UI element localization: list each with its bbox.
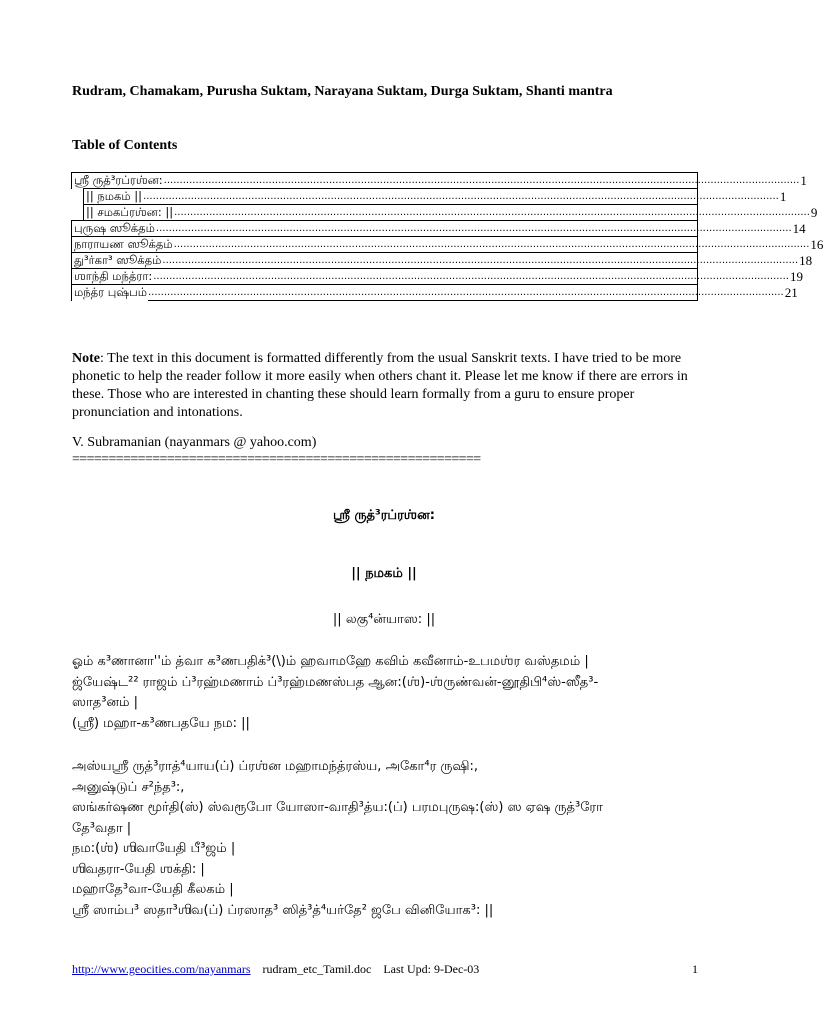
verse-block-1	[72, 652, 712, 734]
toc-leader-dots: ........................................................................................................................................................................................................	[163, 175, 800, 186]
section-title: ஸ்ரீ ருத்³ரப்ரஶ்ன:	[333, 508, 435, 523]
toc-entry-label: || சமகப்ரஶ்ன: ||	[86, 204, 174, 219]
toc-entry-label: து³ர்கா³ ஸூக்தம்	[74, 252, 162, 267]
toc-entry[interactable]	[71, 172, 807, 189]
toc-heading: Table of Contents	[72, 138, 178, 153]
verse-line: தே³வதா |	[72, 820, 132, 836]
toc-entry[interactable]	[71, 284, 798, 301]
toc-entry-label: ஸ்ரீ ருத்³ரப்ரஶ்ன:	[74, 172, 163, 187]
footer-page-number: 1	[692, 962, 698, 976]
toc-leader-dots: ........................................................................................................................................................................................................	[147, 287, 784, 298]
footer-filename: rudram_etc_Tamil.doc	[262, 962, 372, 976]
toc-entry-page: 19	[789, 268, 803, 284]
toc-entry-label: || நமகம் ||	[86, 188, 143, 203]
verse-line: மஹாதே³வா-யேதி கீலகம் |	[72, 882, 234, 897]
page-footer	[72, 962, 698, 977]
toc-entry-label: புருஷ ஸூக்தம்	[74, 220, 155, 235]
toc-entry-page: 1	[779, 188, 787, 204]
toc-entry-page: 16	[810, 236, 824, 252]
toc-leader-dots: ........................................................................................................................................................................................................	[155, 223, 792, 234]
toc-entry[interactable]	[71, 268, 803, 285]
toc-entry[interactable]	[71, 220, 806, 237]
toc-entry-label: ஶாந்தி மந்த்ரா:	[74, 268, 153, 283]
toc-entry-page: 18	[799, 252, 813, 268]
separator-line: ========================================================	[72, 452, 481, 467]
verse-block-2	[72, 757, 712, 921]
document-title: Rudram, Chamakam, Purusha Suktam, Narayana Suktam, Durga Suktam, Shanti mantra	[72, 84, 613, 99]
toc-entry-label: நாராயண ஸூக்தம்	[74, 236, 173, 251]
toc-leader-dots: ........................................................................................................................................................................................................	[143, 191, 779, 202]
toc-entry-page: 21	[784, 284, 798, 300]
toc-entry[interactable]	[83, 188, 787, 205]
footer-updated: Last Upd: 9-Dec-03	[383, 962, 480, 976]
author-line: V. Subramanian (nayanmars @ yahoo.com)	[72, 435, 317, 450]
toc-entry-page: 1	[800, 172, 807, 188]
verse-line: ஓம் க³ணானா''ம் த்வா க³ணபதிக்³(\)ம் ஹவாமஹே கவிம் கவீனாம்-உபமஶ்ர வஸ்தமம் |	[72, 654, 589, 669]
toc-entry-page: 9	[810, 204, 818, 220]
footer-link[interactable]: http://www.geocities.com/nayanmars	[72, 962, 251, 976]
note-paragraph	[72, 350, 698, 422]
toc-entry[interactable]	[83, 204, 818, 221]
note-label: Note	[72, 351, 100, 366]
toc-entry[interactable]	[71, 236, 824, 253]
note-text: : The text in this document is formatted differently from the usual Sanskrit texts. I have tried to be more phonetic to help the reader follow it more easily when others chant it. Please let me know if there are errors in these. Those who are interested in chanting these should learn formally from a guru to ensure proper pronunciation and intonations.	[72, 351, 688, 420]
verse-line: அஸ்யஸ்ரீ ருத்³ராத்⁴யாய(ப்) ப்ரஶ்ன மஹாமந்த்ரஸ்ய, அகோ⁴ர ருஷி:,	[72, 759, 478, 774]
verse-line: நம:(ஶ்) ஶிவாயேதி பீ³ஜம் |	[72, 841, 236, 856]
verse-line: ஸாத³னம் |	[72, 695, 139, 710]
toc-entry-page: 14	[792, 220, 806, 236]
toc-entry-label: மந்த்ர புஷ்பம்	[74, 284, 147, 299]
toc-leader-dots: ........................................................................................................................................................................................................	[173, 239, 810, 250]
verse-line: ஸங்கர்ஷண மூர்தி(ஸ்) ஸ்வரூபோ யோஸா-வாதி³த்ய:(ப்) பரமபுருஷ:(ஸ்) ஸ ஏஷ ருத்³ரோ	[72, 800, 603, 815]
verse-line: ஸ்ரீ ஸாம்ப³ ஸதா³ஶிவ(ப்) ப்ரஸாத³ ஸித்³த்⁴யர்தே² ஜபே வினியோக³: ||	[72, 902, 494, 918]
toc-leader-dots: ........................................................................................................................................................................................................	[162, 255, 799, 266]
toc-leader-dots: ........................................................................................................................................................................................................	[174, 207, 810, 218]
subsection-title: || நமகம் ||	[351, 566, 417, 581]
verse-line: ஶிவதரா-யேதி ஶக்தி: |	[72, 861, 205, 877]
verse-line: ஜ்யேஷ்ட²² ராஜம் ப்³ரஹ்மணாம் ப்³ரஹ்மணஸ்பத ஆன:(ஶ்)-ஶ்ருண்வன்-னூதிபி⁴ஸ்-ஸீத³-	[72, 674, 599, 690]
verse-line: அனுஷ்டுப் ச²ந்த³:,	[72, 779, 185, 795]
table-of-contents	[71, 172, 824, 301]
nyasa-title: || லகு⁴ன்யாஸ: ||	[332, 612, 436, 627]
toc-leader-dots: ........................................................................................................................................................................................................	[153, 271, 789, 282]
verse-line: (ஸ்ரீ) மஹா-க³ணபதயே நம: ||	[72, 715, 250, 731]
toc-entry[interactable]	[71, 252, 813, 269]
